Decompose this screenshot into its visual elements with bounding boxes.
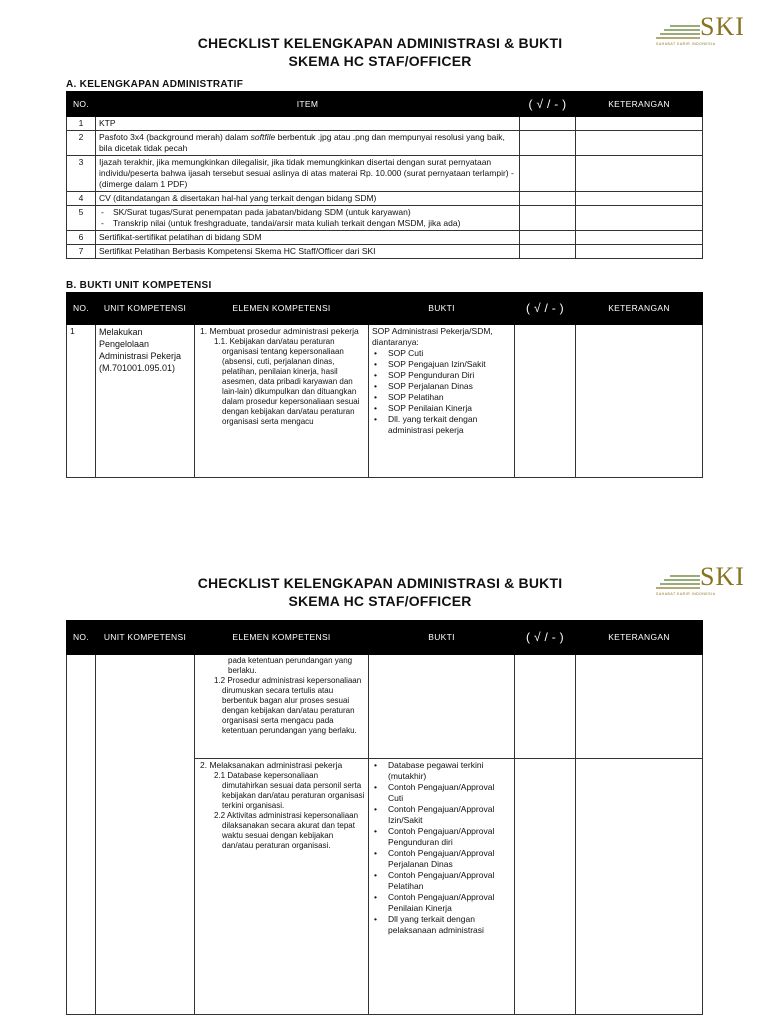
row-no: 4 [67,192,96,206]
bukti [369,759,515,1015]
header-elemen: ELEMEN KOMPETENSI [195,621,369,655]
list-item: • Contoh Pengajuan/Approval Izin/Sakit [372,804,511,826]
elemen-kompetensi [195,325,369,478]
row-keterangan-cell[interactable] [576,131,703,156]
table-row [67,156,703,192]
row-check-cell[interactable] [520,192,576,206]
row-check-cell[interactable] [515,655,576,759]
header-no: NO. [67,621,96,655]
header-keterangan: KETERANGAN [576,293,703,325]
elemen-kompetensi [195,759,369,1015]
table-bukti-unit [66,292,703,478]
section-a-heading: A. KELENGKAPAN ADMINISTRATIF [66,79,244,90]
list-item: • Contoh Pengajuan/Approval Perjalanan Dinas [372,848,511,870]
row-check-cell[interactable] [515,325,576,478]
list-item: • SOP Penilaian Kinerja [372,403,511,414]
elemen-kompetensi [195,655,369,759]
title-line-2: SKEMA HC STAF/OFFICER [288,593,472,609]
bukti-list [372,348,511,436]
header-unit: UNIT KOMPETENSI [96,621,195,655]
row-item [96,131,520,156]
list-item: - SK/Surat tugas/Surat penempatan pada jabatan/bidang SDM (untuk karyawan) [99,207,516,218]
bukti-list [372,760,511,936]
table-bukti-unit-continued [66,620,703,1015]
row-check-cell[interactable] [520,231,576,245]
elemen-sub: 2.2 Aktivitas administrasi kepersonaliaan dilaksanakan secara akurat dan tepat waktu sesuai dengan kebijakan dan/atau peraturan organisasi. [214,811,359,850]
row-keterangan-cell[interactable] [576,206,703,231]
row-keterangan-cell[interactable] [576,231,703,245]
row-no-cell [67,655,96,1015]
row-keterangan-cell[interactable] [576,655,703,759]
elemen-sub: 1.1. Kebijakan dan/atau peraturan organisasi tentang kepersonaliaan (absensi, cuti, perjalanan dinas, pelatihan, penilaian kinerja, hasil asesmen, data pribadi karyawan dan lain-lain) dikumpulkan dan dituangkan dalam prosedur kepersonaliaan sesuai dengan kebijakan dan/atau peraturan organisasi serta mengacu [214,337,360,426]
header-bukti: BUKTI [369,621,515,655]
title-line-1: CHECKLIST KELENGKAPAN ADMINISTRASI & BUKTI [197,35,563,51]
header-elemen: ELEMEN KOMPETENSI [195,293,369,325]
logo-text: SKI [700,12,745,41]
list-item: • Dll yang terkait dengan pelaksanaan administrasi [372,914,511,936]
row-no: 6 [67,231,96,245]
logo-subtitle: SAHABAT KARIR INDONESIA [656,592,716,596]
row-keterangan-cell[interactable] [576,245,703,259]
table-row [67,131,703,156]
item-text: Pasfoto 3x4 (background merah) dalam [99,132,251,142]
header-bukti: BUKTI [369,293,515,325]
row-check-cell[interactable] [520,206,576,231]
elemen-sub: 2.1 Database kepersonaliaan dimutahirkan sesuai data personil serta kebijakan dan/atau peraturan organisasi terkini organisasi. [214,771,365,810]
unit-kompetensi-cell [96,655,195,1015]
unit-kompetensi: Melakukan Pengelolaan Administrasi Pekerja (M.701001.095.01) [96,325,195,478]
row-check-cell[interactable] [520,131,576,156]
row-keterangan-cell[interactable] [576,759,703,1015]
list-item: • Dll. yang terkait dengan administrasi pekerja [372,414,511,436]
bukti-cell [369,655,515,759]
row-keterangan-cell[interactable] [576,192,703,206]
list-item: • Contoh Pengajuan/Approval Cuti [372,782,511,804]
table-row [67,655,703,759]
list-item: • SOP Pengajuan Izin/Sakit [372,359,511,370]
row-check-cell[interactable] [520,156,576,192]
list-item: - Transkrip nilai (untuk freshgraduate, tandai/arsir mata kuliah terkait dengan MSDM, jika ada) [99,218,516,229]
logo-subtitle: SAHABAT KARIR INDONESIA [656,42,716,46]
elemen-main: 2. Melaksanakan administrasi pekerja [200,760,343,770]
header-keterangan: KETERANGAN [576,92,703,117]
row-item: Sertifikat-sertifikat pelatihan di bidang SDM [96,231,520,245]
table-row [67,192,703,206]
table-row [67,117,703,131]
row-no: 3 [67,156,96,192]
logo-lines-icon [656,574,700,590]
table-row [67,231,703,245]
row-no: 5 [67,206,96,231]
row-no: 1 [67,117,96,131]
row-no: 2 [67,131,96,156]
list-item: • SOP Cuti [372,348,511,359]
list-item: • SOP Pelatihan [372,392,511,403]
bukti [369,325,515,478]
bukti-intro: SOP Administrasi Pekerja/SDM, diantaranya: [372,326,493,347]
item-text: berbentuk .jpg atau .png dan mempunyai resolusi yang baik, bila dicetak tidak pecah [99,132,505,153]
elemen-continued: pada ketentuan perundangan yang berlaku. [228,656,353,675]
table-row [67,325,703,478]
table-header-row [67,92,703,117]
logo-text: SKI [700,562,745,591]
row-item [96,206,520,231]
row-check-cell[interactable] [520,245,576,259]
table-header-row [67,621,703,655]
row-no: 7 [67,245,96,259]
header-unit: UNIT KOMPETENSI [96,293,195,325]
list-item: • Contoh Pengajuan/Approval Pengunduran diri [372,826,511,848]
header-keterangan: KETERANGAN [576,621,703,655]
row-check-cell[interactable] [515,759,576,1015]
elemen-sub: 1.2 Prosedur administrasi kepersonaliaan dirumuskan secara tertulis atau berbentuk bagan alur proses sesuai dengan kebijakan dan/atau peraturan organisasi serta mengacu pada ketentuan perundangan yang berlaku. [214,676,362,735]
row-item: CV (ditandatangan & disertakan hal-hal yang terkait dengan bidang SDM) [96,192,520,206]
header-no: NO. [67,293,96,325]
table-header-row [67,293,703,325]
header-no: NO. [67,92,96,117]
list-item: • Contoh Pengajuan/Approval Pelatihan [372,870,511,892]
header-item: ITEM [96,92,520,117]
row-no: 1 [67,325,96,478]
header-check: ( √ / - ) [520,92,576,117]
row-keterangan-cell[interactable] [576,325,703,478]
ski-logo [656,562,746,598]
list-item: • SOP Perjalanan Dinas [372,381,511,392]
list-item: • SOP Pengunduran Diri [372,370,511,381]
title-line-2: SKEMA HC STAF/OFFICER [288,53,472,69]
row-item: Ijazah terakhir, jika memungkinkan dilegalisir, jika tidak memungkinkan disertai dengan surat pernyataan individu/peserta bahwa ijasah tersebut sesuai aslinya di atas materai Rp. 10.000 (surat pernyataan terlampir) - (dimerge dalam 1 PDF) [96,156,520,192]
row-item: Sertifikat Pelatihan Berbasis Kompetensi Skema HC Staff/Officer dari SKI [96,245,520,259]
header-check: ( √ / - ) [515,293,576,325]
list-item: • Database pegawai terkini (mutakhir) [372,760,511,782]
table-row [67,206,703,231]
page-1 [0,0,768,500]
header-check: ( √ / - ) [515,621,576,655]
row-item: KTP [96,117,520,131]
table-administratif [66,91,703,259]
list-item: • Contoh Pengajuan/Approval Penilaian Kinerja [372,892,511,914]
document-title [130,574,630,610]
document-title [130,34,630,70]
row-keterangan-cell[interactable] [576,156,703,192]
item-list [99,207,516,229]
section-b-heading: B. BUKTI UNIT KOMPETENSI [66,280,212,291]
elemen-main: 1. Membuat prosedur administrasi pekerja [200,326,359,336]
title-line-1: CHECKLIST KELENGKAPAN ADMINISTRASI & BUKTI [197,575,563,591]
ski-logo [656,12,746,48]
logo-lines-icon [656,24,700,40]
row-check-cell[interactable] [520,117,576,131]
table-row [67,245,703,259]
item-emphasis: softfile [250,132,276,142]
row-keterangan-cell[interactable] [576,117,703,131]
page-2 [0,548,768,1024]
